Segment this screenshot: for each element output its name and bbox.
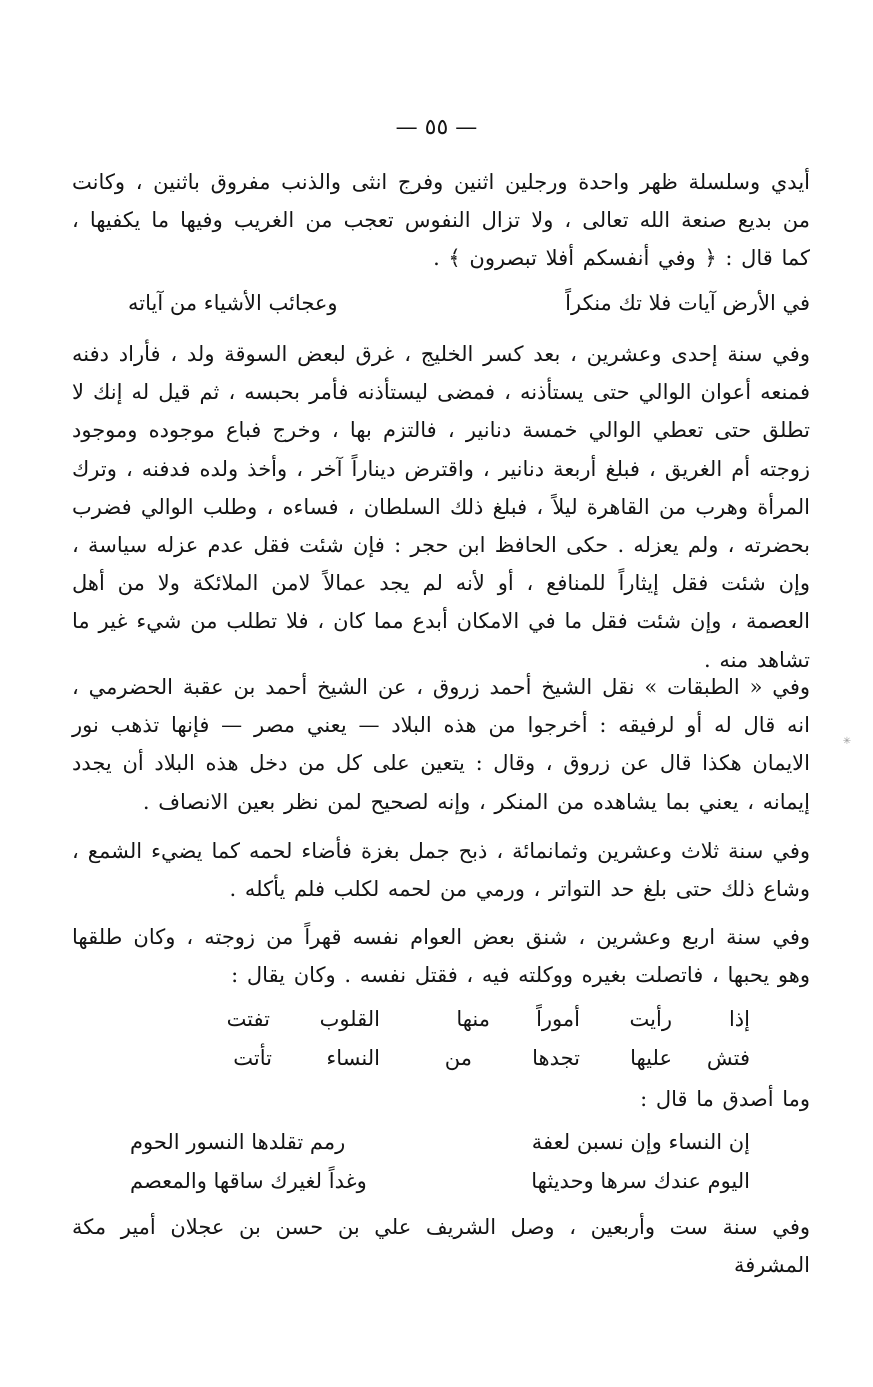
verse-2-line-1-word-1: إذا	[728, 1007, 750, 1031]
paragraph-2-text: وفي سنة إحدى وعشرين ، بعد كسر الخليج ، غرق لبعض السوقة ولد ، فأراد دفنه فمنعه أعوان الوالي حتى يستأذنه ، فمضى ليستأذنه فأمر بحبسه ، ثم قيل له إنك لا تطلق حتى تعطي الوالي خمسة دنانير ، فالتزم بها ، وخرج فباع موجوده وموجود زوجته أم الغريق ، فبلغ أربعة دنانير ، واقترض ديناراً آخر ، وأخذ ولده فدفنه ، وترك المرأة وهرب من القاهرة ليلاً ، فبلغ ذلك السلطان ، فساءه ، وطلب الوالي فضرب بحضرته ، ولم يعزله . حكى الحافظ ابن حجر : فإن شئت فقل عدم عزله سياسة ، وإن شئت فقل إيثاراً للمنافع ، أو لأنه لم يجد عمالاً لامن الملائكة ولا من أهل العصمة ، وإن شئت فقل ما في الامكان أبدع مما كان ، فلا تطلب من شيء غير ما تشاهد منه .	[72, 342, 810, 672]
paragraph-7-text: وفي سنة ست وأربعين ، وصل الشريف علي بن حسن بن عجلان أمير مكة المشرفة	[72, 1215, 810, 1278]
paragraph-6-text: وما أصدق ما قال :	[640, 1087, 810, 1111]
verse-2-line-2	[180, 1039, 750, 1077]
paragraph-7	[72, 1208, 810, 1284]
verse-2-line-1-word-2: رأيت	[629, 1007, 672, 1031]
verse-2-line-1-word-6: تفتت	[226, 1007, 270, 1031]
verse-2-line-2-word-4: من	[444, 1046, 472, 1070]
margin-speck: ✳	[842, 736, 852, 747]
paragraph-4	[72, 832, 810, 908]
verse-1-second-hemistich: وعجائب الأشياء من آياته	[128, 291, 338, 315]
paragraph-1-text: أيدي وسلسلة ظهر واحدة ورجلين اثنين وفرج انثى والذنب مفروق باثنين ، وكانت من بديع صنعة الله تعالى ، ولا تزال النفوس تعجب من الغريب وفيها ما يكفيها ، كما قال : ﴿ وفي أنفسكم أفلا تبصرون ﴾ .	[72, 170, 810, 271]
verse-3-line-1-second-hemistich: رمم تقلدها النسور الحوم	[130, 1130, 346, 1154]
verse-3-line-2-second-hemistich: وغداً لغيرك ساقها والمعصم	[130, 1169, 367, 1193]
verse-3-line-1-first-hemistich: إن النساء وإن نسبن لعفة	[531, 1130, 750, 1154]
paragraph-1	[72, 163, 810, 278]
paragraph-3	[72, 668, 810, 821]
verse-2-line-2-word-1: فتش	[706, 1046, 750, 1070]
verse-3-line-1	[130, 1123, 750, 1161]
paragraph-5	[72, 918, 810, 994]
verse-1-first-hemistich: في الأرض آيات فلا تك منكراً	[565, 291, 810, 315]
paragraph-3-text: وفي « الطبقات » نقل الشيخ أحمد زروق ، عن الشيخ أحمد بن عقبة الحضرمي ، انه قال له أو لرفيقه : أخرجوا من هذه البلاد — يعني مصر — فإنها تذهب نور الايمان هكذا قال عن زروق ، وقال : يتعين على كل من دخل هذه البلاد أن يجدد إيمانه ، يعني بما يشاهده من المنكر ، وإنه لصحيح لمن نظر بعين الانصاف .	[72, 675, 810, 814]
paragraph-6	[72, 1080, 810, 1118]
paragraph-4-text: وفي سنة ثلاث وعشرين وثمانمائة ، ذبح جمل بغزة فأضاء لحمه كما يضيء الشمع ، وشاع ذلك حتى بلغ حد التواتر ، ورمي من لحمه لكلب فلم يأكله .	[72, 839, 810, 902]
verse-2-line-2-word-2: عليها	[630, 1046, 672, 1070]
verse-3-line-2-first-hemistich: اليوم عندك سرها وحديثها	[531, 1169, 750, 1193]
verse-2-line-2-word-5: النساء	[326, 1046, 380, 1070]
verse-3-line-2	[130, 1162, 750, 1200]
verse-2-line-1-word-4: منها	[456, 1007, 490, 1031]
verse-2-line-1-word-5: القلوب	[319, 1007, 380, 1031]
verse-2-line-2-word-6: تأتت	[233, 1046, 272, 1070]
paragraph-2	[72, 335, 810, 679]
verse-1	[72, 284, 810, 322]
paragraph-5-text: وفي سنة اربع وعشرين ، شنق بعض العوام نفسه قهراً من زوجته ، وكان طلقها وهو يحبها ، فاتصلت بغيره ووكلته فيه ، فقتل نفسه . وكان يقال :	[72, 925, 811, 988]
verse-2-line-1	[180, 1000, 750, 1038]
verse-2-line-2-word-3: تجدها	[532, 1046, 580, 1070]
page-number: — ٥٥ —	[395, 115, 478, 140]
verse-2-line-1-word-3: أموراً	[536, 1007, 580, 1031]
